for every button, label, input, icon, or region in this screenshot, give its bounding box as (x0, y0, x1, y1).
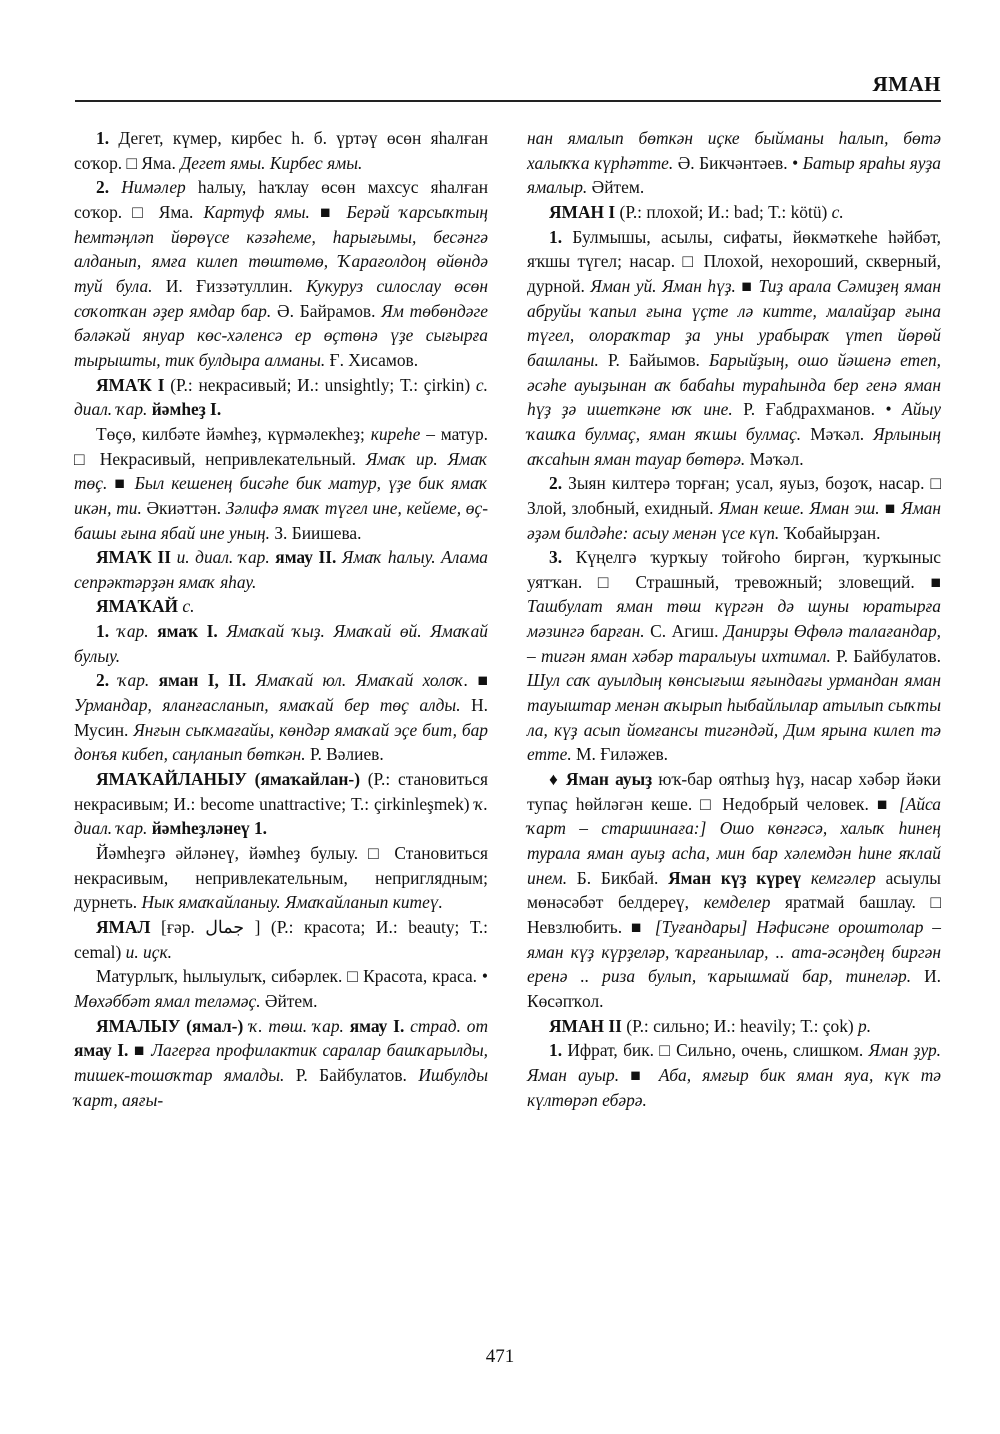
running-head: ЯМАН (872, 72, 941, 96)
example-text: Ярлының аҡсаһын яман тауар бөтөрә. (527, 423, 942, 469)
example-text: Нимәлер (121, 177, 186, 198)
headword-text: яман I, II. (158, 670, 247, 691)
dictionary-paragraph (74, 767, 488, 841)
definition-text: И. Ғиззәтуллин. (152, 275, 307, 296)
definition-text (149, 621, 158, 641)
headword-text: Яман ауыҙ (565, 769, 653, 790)
example-text: Ям төбөндәге бәләкәй януар көс-хәленсә ер өҫтөнә үҙе сығырға тырышты, тик булдыра алманы. (74, 300, 489, 370)
definition-text: Мәҡәл. (801, 423, 874, 444)
definition-text: юҡ-бар оятһыҙ һүҙ, насар хәбәр йәки тупаҫ һөйләгән кеше. □ Недобрый человек. ■ (527, 769, 941, 814)
definition-text: Р. Ғабдрахманов. • (732, 399, 903, 420)
dictionary-paragraph (74, 126, 488, 175)
definition-text: (Р.: плохой; И.: bad; Т.: kötü) (615, 201, 832, 222)
example-text: Картуф ямы. (203, 201, 310, 222)
example-text: нан ямалып бөткән иҫке быйманы һалып, бөтә халыҡҡа күрһәтте. (527, 128, 941, 173)
example-text: Яман әҙәм билдәһе: асыу менән үсе күп. (527, 497, 941, 543)
example-text: с. диал. ҡар. (74, 374, 488, 420)
example-text: Мөхәббәт ямал теләмәҫ. (74, 990, 261, 1011)
dictionary-paragraph (527, 225, 941, 472)
definition-text: ■ (468, 670, 488, 691)
definition-text: С. Агиш. (644, 621, 724, 642)
dictionary-paragraph (74, 594, 488, 619)
example-text: Ямаҡ ир. Ямаҡ төҫ. (74, 448, 488, 494)
headword-text: Яман күҙ күреү (668, 867, 802, 888)
definition-text: Йәмһеҙгә әйләнеү, йәмһеҙ булыу. □ Становиться некрасивым, непривлекательным, неприглядным; дурнеть. (74, 843, 488, 913)
example-text: Ташбулат яман төш күргән дә шуны юратырға мәзингә барған. (527, 596, 941, 642)
headword-text: 1. (96, 621, 118, 642)
definition-text: ■ (879, 497, 902, 518)
page-header (75, 72, 941, 102)
dictionary-paragraph (527, 200, 941, 225)
headword-text: ЯМАҠАЙЛАНЫУ (ямаҡайлан-) (96, 769, 361, 790)
example-text: Яман уй. Яман һүҙ. (590, 275, 736, 296)
example-text: р. (858, 1015, 872, 1036)
page-number: 471 (485, 1346, 515, 1367)
example-text: ҡ. диал. ҡар. (74, 793, 488, 839)
example-text: Ямаҡ һалыу. Алама сепрәктәрҙән ямаҡ яһау. (74, 547, 489, 592)
example-text: Ишбулды ҡарт, аяғы- (74, 1064, 488, 1110)
dictionary-paragraph (74, 373, 488, 422)
definition-text: М. Ғиләжев. (571, 744, 669, 765)
definition-text: Ҡобайырҙан. (779, 522, 881, 543)
definition-text: Б. Бикбай. (567, 867, 669, 888)
example-text: Айыу ҡашҡа булмаҫ, яман яҡшы булмаҫ. (527, 399, 941, 444)
dictionary-paragraph (74, 964, 488, 1013)
example-text: Данирҙы Өфөлә талағандар, – тигән яман хәбәр таралыуы ихтимал. (527, 621, 941, 666)
example-text: Дегет ямы. Кирбес ямы. (180, 152, 363, 173)
dictionary-paragraph (74, 175, 488, 372)
definition-text (149, 670, 158, 690)
example-text: киреһе (370, 423, 421, 444)
dictionary-paragraph (527, 126, 941, 200)
dictionary-paragraph (74, 545, 488, 594)
definition-text: ■ (619, 1064, 659, 1085)
definition-text: яратмай башлау. □ Невзлюбить. ■ (527, 892, 941, 937)
definition-text: ■ (128, 1040, 152, 1061)
example-text: [Айса ҡарт – старшинаға:] Ошо көнгәсә, халыҡ һинең турала яман ауыҙ асһа, мин бар хәлемдән һине яҡлай инем. (527, 793, 941, 888)
definition-text: (Р.: становиться некрасивым; И.: become unattractive; Т.: çirkinleşmek) (74, 769, 488, 814)
headword-text: ЯМАЛЫУ (ямал-) (96, 1015, 244, 1036)
headword-text: ЯМАҠ II (96, 547, 172, 568)
definition-text: ■ (735, 275, 759, 296)
dictionary-paragraph (74, 422, 488, 545)
example-text: Ямаҡай ҡыҙ. Ямаҡай өй. Ямаҡай булыу. (74, 621, 488, 666)
example-text: кемгәлер (810, 867, 876, 888)
dictionary-paragraph (74, 619, 488, 668)
example-text: страд. от (410, 1015, 489, 1036)
headword-text: йәмһеҙ I. (151, 399, 222, 420)
headword-text: ямау I. (74, 1040, 129, 1061)
definition-text: ♦ (549, 769, 566, 790)
definition-text: Р. Байбулатов. (284, 1064, 419, 1085)
definition-text: Ғ. Хисамов. (325, 349, 419, 370)
headword-text: ямау II. (275, 547, 337, 568)
headword-text: ЯМАН I (549, 201, 616, 222)
definition-text: асыулы мөнәсәбәт белдереү, (527, 867, 941, 913)
definition-text: Мәҡәл. (745, 448, 804, 469)
example-text: [Туғандары] Нәфисәне ороштолар – яман күҙ күрҙеләр, ҡарғанылар, .. ата-әсәңдең биргән еренә .. риза булып, ҡарышмай бар, тинеләр. (527, 917, 941, 987)
headword-text: 1. (549, 1040, 568, 1061)
definition-text: Булмышы, асылы, сифаты, йөкмәткеһе һәйбәт, яҡшы түгел; насар. □ Плохой, нехороший, скверный, дурной. (527, 226, 941, 296)
headword-text: 2. (96, 670, 119, 691)
definition-text (801, 868, 811, 888)
example-text: Яман кеше. Яман эш. (718, 497, 880, 518)
example-text: Ямаҡай юл. Ямаҡай холоҡ. (255, 670, 469, 691)
example-text: ҡ. төш. ҡар. (249, 1015, 344, 1036)
example-text: Янғын сыҡмағайы, көндәр ямаҡай эҫе бит, бар донъя кибеп, саңланып бөткән. (74, 719, 488, 765)
definition-text: (Р.: сильно; И.: heavily; Т.: çok) (621, 1015, 859, 1036)
headword-text: 2. (96, 177, 122, 198)
example-text: Аба, ямғыр бик яман яуа, күк тә күлтөрәп ебәрә. (527, 1064, 941, 1110)
definition-text: Р. Байымов. (598, 349, 710, 370)
headword-text: ЯМАН II (549, 1015, 622, 1036)
dictionary-paragraph (74, 915, 488, 964)
example-text: кемделер (703, 892, 771, 913)
definition-text: ■ (309, 201, 347, 222)
definition-text: Төҫө, килбәте йәмһеҙ, күрмәлекһеҙ; (96, 423, 371, 444)
definition-text: Р. Вәлиев. (305, 744, 384, 765)
headword-text: ЯМАЛ (96, 917, 151, 937)
definition-text: З. Биишева. (269, 522, 362, 543)
definition-text: И. Көсәпҡол. (527, 966, 941, 1011)
definition-text: Әйтем. (587, 177, 645, 198)
definition-text: – матур. □ Некрасивый, непривлекательный. (74, 423, 488, 469)
headword-text: 3. (549, 547, 576, 568)
definition-text: Зыян килтерә торған; усал, яуыз, боҙоҡ, насар. □ Злой, злобный, ехидный. (527, 473, 942, 518)
example-text: Тиҙ арала Сәмиҙең яман абруйы ҡапыл ғына үҫте лә китте, малайҙар ғына түгел, олораҡтар ҙа уны урабыраҡ үтеп йөрөй башланы. (527, 275, 941, 370)
dictionary-paragraph (527, 1014, 941, 1039)
definition-text: һалыу, һаҡлау өсөн махсус яһалған соҡор. □ Яма. (74, 177, 488, 222)
definition-text: Дегет, күмер, кирбес һ. б. үртәү өсөн яһалған соҡор. □ Яма. (74, 128, 489, 173)
definition-text: [ғәр. جمال ] (Р.: красота; И.: beauty; Т.: cemal) (74, 917, 488, 962)
example-text: Берәй ҡарсыҡтың һемтәңләп йөрөүсе кәзәһеме, һарығымы, бесәнгә алданып, ямға килеп төштөмө, Ҡарағолдоң өйөндә туй була. (74, 201, 488, 296)
definition-text: Матурлыҡ, һылыулыҡ, сибәрлек. □ Красота, краса. • (96, 966, 488, 987)
dictionary-paragraph (74, 841, 488, 915)
dictionary-paragraph (74, 1014, 488, 1113)
dictionary-paragraph (527, 767, 941, 1014)
right-column (527, 126, 941, 1112)
headword-text: 1. (549, 226, 573, 247)
example-text: Шул саҡ ауылдың көнсығыш яғындағы урмандан яман тауыштар менән аҡырып һыбайлылар атылып сыҡты ла, күҙ асып йомғансы тигәндәй, Дим ярына килеп тә етте. (527, 670, 941, 765)
headword-text: ямау I. (349, 1015, 405, 1036)
definition-text: Әкиәттән. (141, 497, 226, 518)
example-text: ҡар. (118, 670, 150, 691)
example-text: Был кешенең бисәһе бик матур, үҙе бик ямаҡ икән, ти. (74, 473, 488, 518)
example-text: Барыйҙың, ошо йәшенә етеп, әсәһе ауыҙынан аҡ бабаһы тураһында бер генә яман һүҙ ҙә ишеткәне юҡ ине. (527, 349, 941, 420)
definition-text: Ә. Байрамов. (271, 300, 382, 321)
headword-text: ЯМАҠАЙ (96, 596, 179, 617)
example-text: с. (182, 596, 195, 617)
definition-text (246, 670, 255, 690)
example-text: Батыр яраһы яуҙа ямалыр. (527, 152, 941, 198)
dictionary-paragraph (527, 471, 941, 545)
example-text: и. диал. ҡар. (176, 547, 270, 568)
headword-text: 2. (549, 473, 569, 494)
example-text: Урмандар, яланғасланып, ямаҡай бер төҫ алды. (74, 695, 461, 716)
example-text: Нык ямаҡайланыу. Ямаҡайланып китеү. (141, 892, 443, 913)
definition-text: Ә. Бикчәнтәев. • (673, 152, 803, 173)
example-text: ҡар. (117, 621, 149, 642)
definition-text: Күңелгә ҡурҡыу тойғоһо биргән, ҡурҡыныс уятҡан. □ Страшный, тревожный; зловещий. ■ (527, 547, 942, 592)
left-column (74, 126, 488, 1112)
example-text: с. (831, 201, 844, 222)
definition-text: Ифрат, бик. □ Сильно, очень, слишком. (567, 1040, 869, 1061)
headword-text: ямаҡ I. (157, 621, 218, 642)
dictionary-paragraph (74, 668, 488, 767)
definition-text: ■ (107, 473, 135, 494)
definition-text: Н. Мусин. (74, 695, 488, 740)
example-text: и. иҫк. (125, 941, 172, 962)
example-text: Зәлифә ямаҡ түгел ине, кейеме, өҫ-башы ғына ябай ине уның. (74, 497, 488, 543)
dictionary-paragraph (527, 1038, 941, 1112)
headword-text: йәмһеҙләнеү 1. (151, 818, 268, 839)
definition-text: (Р.: некрасивый; И.: unsightly; Т.: çirkin) (164, 374, 476, 395)
dictionary-paragraph (527, 545, 941, 767)
header-rule (75, 100, 941, 102)
definition-text: Р. Байбулатов. (830, 645, 941, 666)
example-text: Кукуруз силослау өсөн соҡотҡан әҙер ямдар бар. (74, 275, 489, 321)
headword-text: ЯМАҠ I (96, 374, 165, 395)
example-text: Яман ҙур. Яман ауыр. (527, 1040, 941, 1085)
headword-text: 1. (96, 128, 119, 148)
example-text: Лагерға профилактик саралар башҡарылды, тишек-тошоҡтар ямалды. (74, 1040, 488, 1085)
definition-text: Әйтем. (260, 990, 318, 1011)
